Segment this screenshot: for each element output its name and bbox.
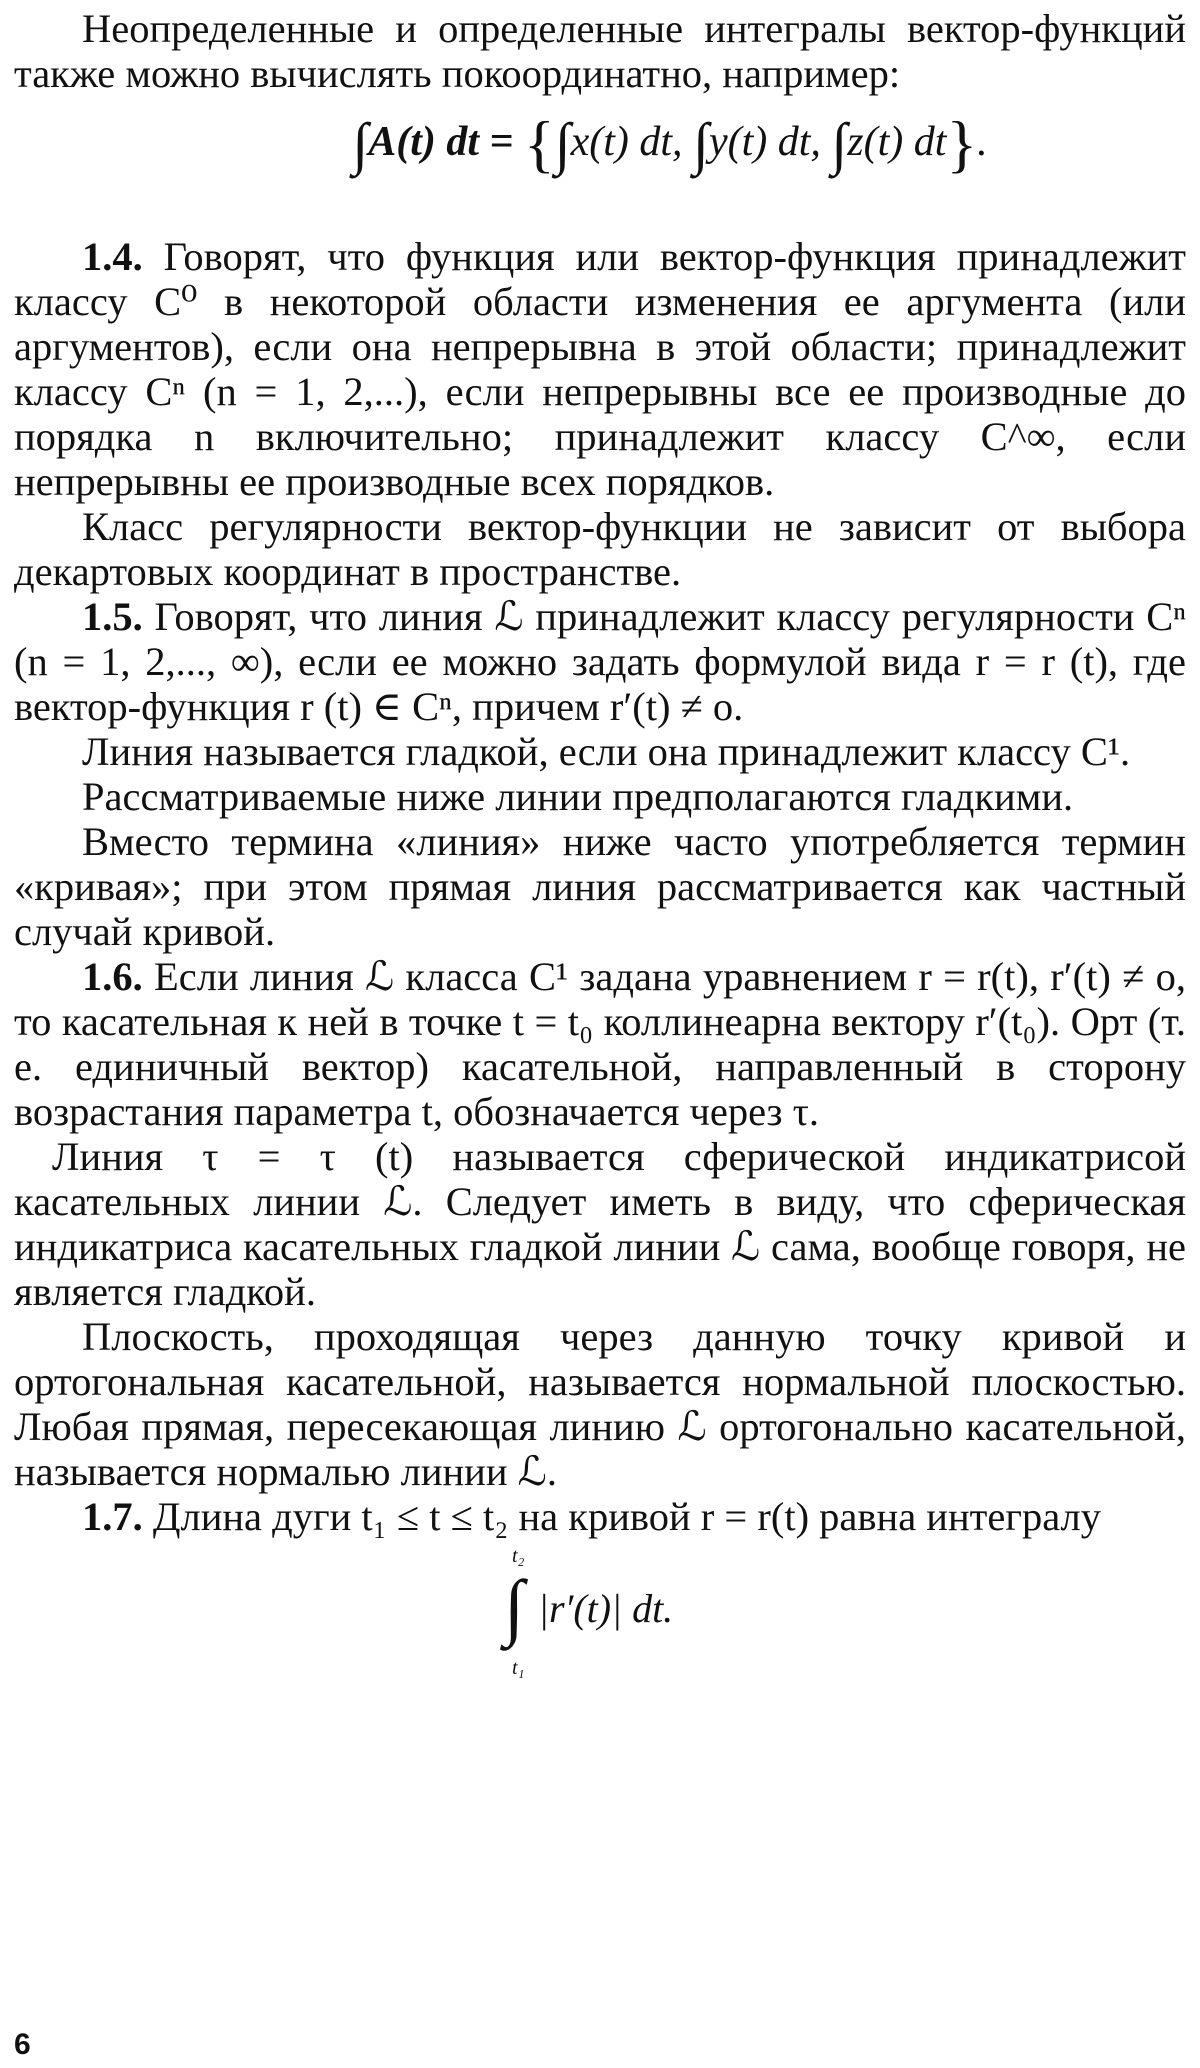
paragraph-text: Если линия ℒ класса C¹ задана уравнением r = r(t), r′(t) ≠ o, то касательная к ней в точке t = t₀ коллинеарна вектору r′(t₀). Орт (т. е. единичный вектор) касательной, направленный в сторону возрастания параметра t, обозначается через τ. xyxy=(14,954,1186,1134)
section-number: 1.4. xyxy=(82,234,143,279)
paragraph-text: Длина дуги t₁ ≤ t ≤ t₂ на кривой r = r(t) равна интегралу xyxy=(142,1494,1101,1539)
formula-tail: . xyxy=(977,119,988,165)
paragraph-intro: Неопределенные и определенные интегралы вектор-функций также можно вычислять покоординатно, например: xyxy=(14,6,1186,96)
integrand: |r′(t)| dt. xyxy=(538,1586,674,1631)
paragraph-normal-plane: Плоскость, проходящая через данную точку кривой и ортогональная касательной, называется нормальной плоскостью. Любая прямая, пересекающая линию ℒ ортогонально касательной, называется нормалью линии ℒ. xyxy=(14,1314,1186,1494)
formula-term-y: y(t) dt, xyxy=(708,119,821,165)
paragraph-1-5 xyxy=(14,594,1186,729)
formula-term-z: z(t) dt xyxy=(847,119,947,165)
paragraph-indicatrix: Линия τ = τ (t) называется сферической индикатрисой касательных линии ℒ. Следует иметь в виду, что сферическая индикатриса касательных гладкой линии ℒ сама, вообще говоря, не является гладкой. xyxy=(14,1134,1186,1314)
paragraph-assumed-smooth: Рассматриваемые ниже линии предполагаются гладкими. xyxy=(82,774,1074,819)
section-number: 1.6. xyxy=(82,954,143,999)
section-number: 1.7. xyxy=(82,1494,143,1539)
formula-vector-integral xyxy=(154,108,1186,179)
right-brace: } xyxy=(946,108,978,179)
paragraph-1-7 xyxy=(14,1494,1186,1539)
section-number: 1.5. xyxy=(82,594,143,639)
paragraph-text: Говорят, что линия ℒ принадлежит классу регулярности Cⁿ (n = 1, 2,..., ∞), если ее можно задать формулой вида r = r (t), где вектор-функция r (t) ∈ Cⁿ, причем r′(t) ≠ o. xyxy=(14,594,1186,729)
paragraph-smooth: Линия называется гладкой, если она принадлежит классу C¹. xyxy=(82,729,1131,774)
formula-arc-length xyxy=(14,1545,1186,1695)
page-number: 6 xyxy=(14,2028,31,2061)
paragraph-1-6 xyxy=(14,954,1186,1134)
integral-sign: ∫ xyxy=(352,111,369,176)
paragraph-regularity: Класс регулярности вектор-функции не зависит от выбора декартовых координат в пространстве. xyxy=(14,504,1186,594)
formula-term-x: x(t) dt, xyxy=(570,119,683,165)
paragraph-1-4 xyxy=(14,234,1186,504)
integral-sign: ∫ xyxy=(504,1566,525,1648)
paragraph-curve-term: Вместо термина «линия» ниже часто употребляется термин «кривая»; при этом прямая линия рассматривается как частный случай кривой. xyxy=(14,819,1186,954)
integral-sign: ∫ xyxy=(554,111,571,176)
paragraph-text: Говорят, что функция или вектор-функция принадлежит классу C⁰ в некоторой области изменения ее аргумента (или аргументов), если она непрерывна в этой области; принадлежит классу Cⁿ (n = 1, 2,...), если непрерывны все ее производные до порядка n включительно; принадлежит классу C^∞, если непрерывны ее производные всех порядков. xyxy=(14,234,1186,504)
upper-limit: t₂ xyxy=(512,1545,525,1567)
integral-sign: ∫ xyxy=(693,111,709,176)
left-brace: { xyxy=(523,108,555,179)
integral-sign: ∫ xyxy=(831,111,848,176)
lower-limit: t₁ xyxy=(512,1657,525,1679)
formula-lhs: A(t) dt = xyxy=(368,119,514,165)
